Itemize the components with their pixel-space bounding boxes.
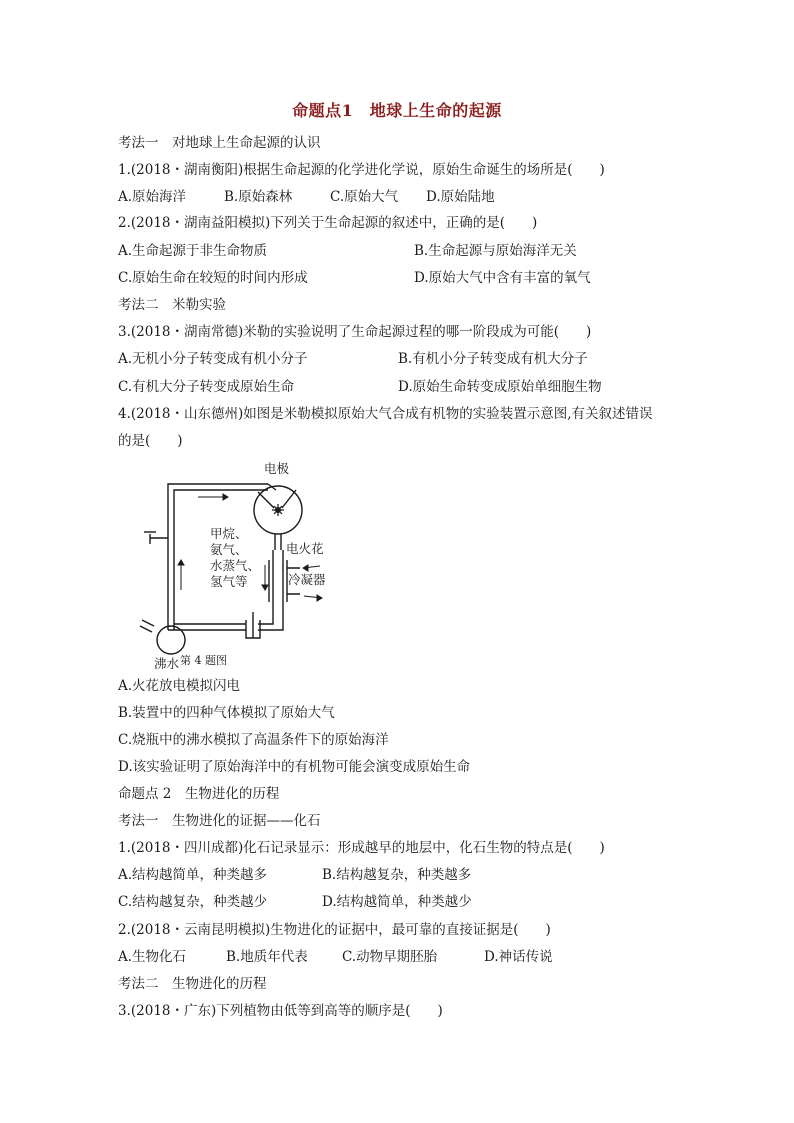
option-b: B.结构越复杂，种类越多: [322, 867, 472, 883]
label-gas-2: 氨气、: [210, 542, 248, 557]
option-a: A.火花放电模拟闪电: [118, 678, 241, 694]
question-stem: 2.(2018・云南昆明模拟)生物进化的证据中，最可靠的直接证据是( ): [118, 922, 551, 938]
option-d: D.该实验证明了原始海洋中的有机物可能会演变成原始生命: [118, 759, 471, 775]
label-gas-3: 水蒸气、: [210, 558, 261, 573]
label-gas-4: 氢气等: [210, 574, 248, 589]
question-stem: 3.(2018・广东)下列植物由低等到高等的顺序是( ): [118, 1003, 443, 1019]
figure-caption: 第 4 题图: [180, 654, 227, 667]
method-heading: 考法一 对地球上生命起源的认识: [118, 135, 321, 151]
option-c: C.原始生命在较短的时间内形成: [118, 270, 308, 286]
option-c: C.动物早期胚胎: [342, 949, 438, 965]
option-b: B.地质年代表: [226, 949, 308, 965]
option-d: D.原始陆地: [426, 189, 495, 205]
label-gas-1: 甲烷、: [210, 526, 248, 541]
option-d: D.原始大气中含有丰富的氧气: [414, 270, 591, 286]
page-title: 命题点1 地球上生命的起源: [292, 101, 502, 120]
spark-icon: [275, 507, 281, 513]
question-stem: 4.(2018・山东德州)如图是米勒模拟原始大气合成有机物的实验装置示意图,有关叙述错误: [118, 406, 653, 422]
question-stem-continued: 的是( ): [118, 433, 183, 449]
method-heading: 考法二 生物进化的历程: [118, 976, 267, 992]
label-boiling-water: 沸水: [154, 656, 180, 670]
option-c: C.结构越复杂，种类越少: [118, 894, 268, 910]
label-electrode: 电极: [264, 461, 290, 476]
option-d: D.结构越简单，种类越少: [322, 894, 472, 910]
label-condenser: 冷凝器: [288, 572, 326, 587]
section-heading: 命题点 2 生物进化的历程: [118, 786, 280, 802]
option-d: D.神话传说: [484, 949, 553, 965]
option-a: A.生命起源于非生命物质: [118, 243, 268, 259]
option-c: C.原始大气: [330, 189, 399, 205]
option-b: B.生命起源与原始海洋无关: [414, 243, 577, 259]
option-d: D.原始生命转变成原始单细胞生物: [398, 379, 602, 395]
option-a: A.无机小分子转变成有机小分子: [118, 351, 308, 367]
question-stem: 3.(2018・湖南常德)米勒的实验说明了生命起源过程的哪一阶段成为可能( ): [118, 324, 592, 340]
method-heading: 考法二 米勒实验: [118, 297, 226, 313]
question-stem: 2.(2018・湖南益阳模拟)下列关于生命起源的叙述中，正确的是( ): [118, 215, 538, 231]
option-a: A.原始海洋: [118, 189, 187, 205]
option-b: B.原始森林: [224, 189, 293, 205]
question-stem: 1.(2018・四川成都)化石记录显示：形成越早的地层中，化石生物的特点是( ): [118, 840, 605, 856]
method-heading: 考法一 生物进化的证据——化石: [118, 813, 321, 829]
option-c: C.烧瓶中的沸水模拟了高温条件下的原始海洋: [118, 732, 389, 748]
miller-apparatus-figure: [128, 460, 378, 670]
option-a: A.生物化石: [118, 949, 187, 965]
option-b: B.装置中的四种气体模拟了原始大气: [118, 705, 335, 721]
option-c: C.有机大分子转变成原始生命: [118, 379, 295, 395]
option-b: B.有机小分子转变成有机大分子: [398, 351, 588, 367]
question-stem: 1.(2018・湖南衡阳)根据生命起源的化学进化学说，原始生命诞生的场所是( ): [118, 162, 605, 178]
option-a: A.结构越简单，种类越多: [118, 867, 268, 883]
label-spark: 电火花: [286, 541, 324, 556]
